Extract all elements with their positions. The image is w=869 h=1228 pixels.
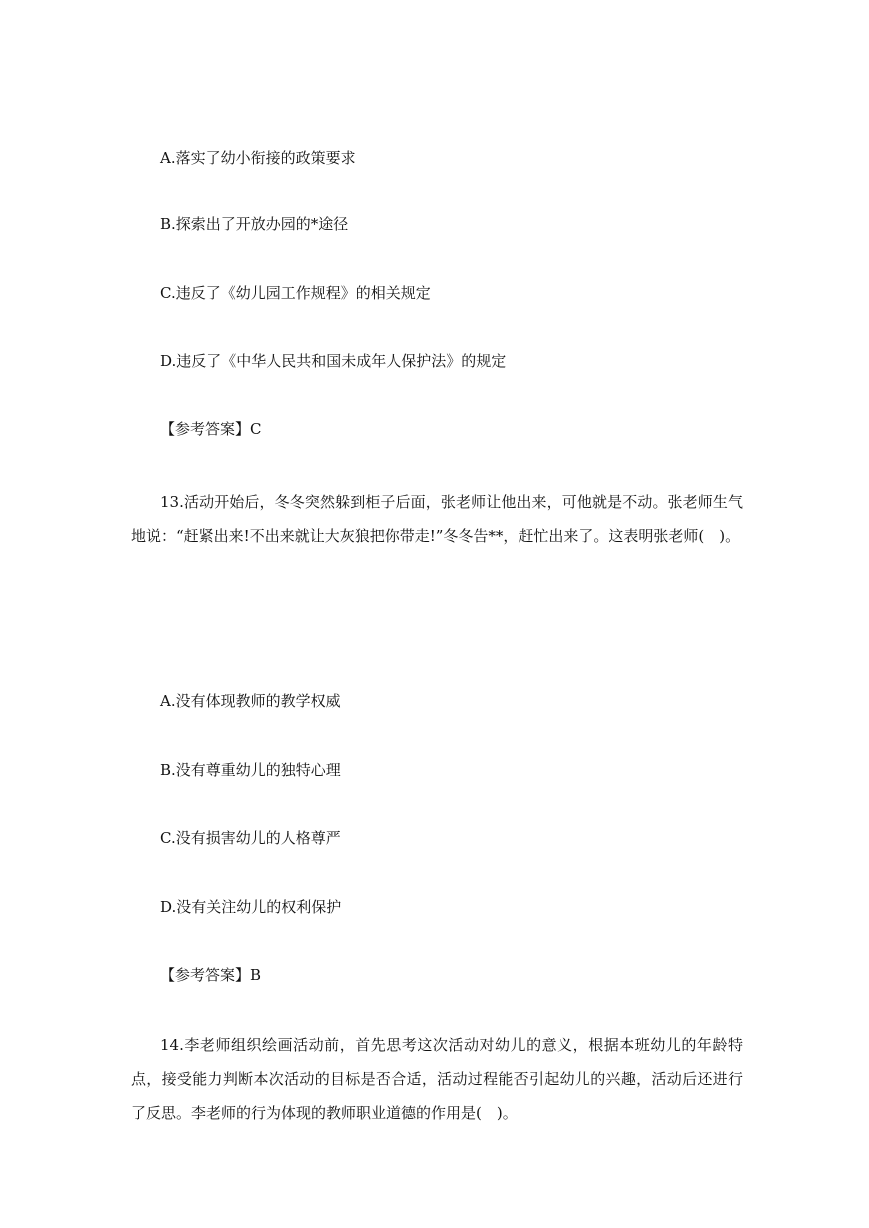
q12-option-a: A.落实了幼小衔接的政策要求: [160, 149, 356, 167]
q14-stem: 14.李老师组织绘画活动前，首先思考这次活动对幼儿的意义，根据本班幼儿的年龄特点，接受能力判断本次活动的目标是否合适，活动过程能否引起幼儿的兴趣，活动后还进行了反思。李老师的行为体现的教师职业道德的作用是( )。: [131, 1036, 743, 1122]
q13-option-a: A.没有体现教师的教学权威: [160, 692, 341, 710]
q13-stem: 13.活动开始后，冬冬突然躲到柜子后面，张老师让他出来，可他就是不动。张老师生气地说：“赶紧出来!不出来就让大灰狼把你带走!”冬冬告**，赶忙出来了。这表明张老师( )。: [131, 493, 743, 545]
q13-answer: 【参考答案】B: [160, 966, 262, 984]
q13-option-b: B.没有尊重幼儿的独特心理: [160, 761, 341, 779]
q12-option-b: B.探索出了开放办园的*途径: [160, 215, 349, 233]
q12-option-c: C.违反了《幼儿园工作规程》的相关规定: [160, 284, 431, 302]
q12-option-d: D.违反了《中华人民共和国未成年人保护法》的规定: [160, 352, 507, 370]
q13-option-d: D.没有关注幼儿的权利保护: [160, 898, 342, 916]
q13-option-c: C.没有损害幼儿的人格尊严: [160, 829, 341, 847]
q12-answer: 【参考答案】C: [160, 420, 262, 438]
